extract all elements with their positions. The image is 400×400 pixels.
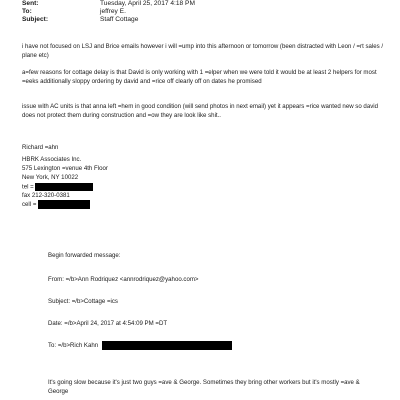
signature-tel-row xyxy=(22,183,93,192)
signature-cell-row xyxy=(22,200,90,210)
to-row xyxy=(22,8,126,16)
body-paragraph-2: a=few reasons for cottage delay is that David is only working with 1 =elper when we were told it would be at least 2 helpers for most =eeks additionally sloppy ordering by david and =rice off clearly off on dates he promised xyxy=(22,69,377,85)
signature-name: Richard =ahn xyxy=(22,144,59,151)
tel-label: tel = xyxy=(22,183,34,191)
redaction-bar xyxy=(38,200,90,209)
sent-row xyxy=(22,0,195,8)
sent-label: Sent: xyxy=(22,0,39,7)
signature-address-2: New York, NY 10022 xyxy=(22,174,79,181)
signature-company: HBRK Associates Inc. xyxy=(22,156,82,163)
sent-value: Tuesday, April 25, 2017 4:18 PM xyxy=(100,0,195,7)
forwarded-to: To: =/b>Rich Kahn xyxy=(48,342,99,350)
redaction-bar xyxy=(102,341,232,350)
signature-address-1: 575 Lexington =venue 4th Floor xyxy=(22,165,108,172)
subject-label: Subject: xyxy=(22,16,49,23)
cell-label: cell = xyxy=(22,201,37,209)
subject-value: Staff Cottage xyxy=(100,16,139,23)
forwarded-to-row xyxy=(48,341,232,350)
forwarded-body: It's going slow because it's just two guys =ave & George. Sometimes they bring other workers but it's mostly =ave & George xyxy=(48,379,360,395)
body-paragraph-1: i have not focused on LSJ and Brice emails however i will =ump into this afternoon or tomorrow (been distracted with Leon / =rt sales / plane etc) xyxy=(22,43,384,59)
to-label: To: xyxy=(22,8,32,15)
subject-row xyxy=(22,16,138,24)
forwarded-from: From: =/b>Ann Rodriquez <annrodriquez@yahoo.com> xyxy=(48,276,199,283)
signature-fax: fax 212-320-0381 xyxy=(22,192,70,199)
to-value: jeffrey E. xyxy=(100,8,126,15)
body-paragraph-3: issue with AC units is that anna left =hem in good condition (will send photos in next email) yet it appears =rice wanted new so david does not protect them during construction and =ow they are look like shit.. xyxy=(22,103,379,119)
redaction-bar xyxy=(35,183,93,191)
forwarded-subject: Subject: =/b>Cottage =ics xyxy=(48,298,118,305)
forwarded-heading: Begin forwarded message: xyxy=(48,252,121,259)
forwarded-date: Date: =/b>April 24, 2017 at 4:54:09 PM =DT xyxy=(48,320,168,327)
